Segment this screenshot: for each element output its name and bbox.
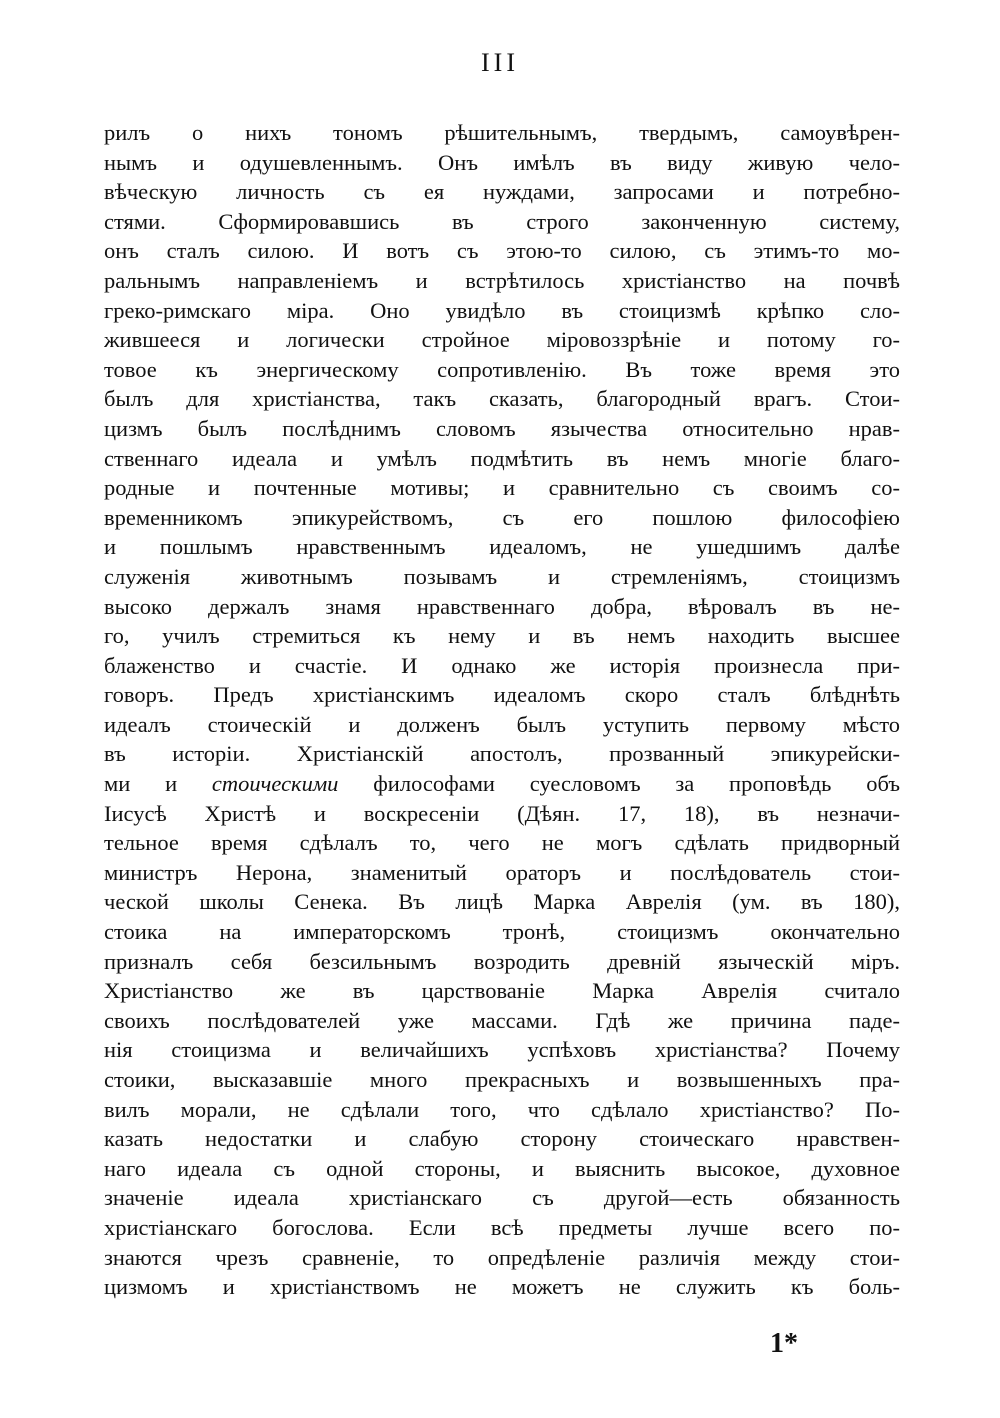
text-line: въ исторіи. Христіанскій апостолъ, прозванный эпикурейски- — [104, 741, 900, 767]
text-line: христіанскаго богослова. Если всѣ предметы лучше всего по- — [104, 1214, 900, 1240]
text-line: вѣческую личность съ ея нуждами, запросами и потребно- — [104, 179, 900, 205]
text-line: былъ для христіанства, такъ сказать, благородный врагъ. Стои- — [104, 386, 900, 412]
text-line: го, училъ стремиться къ нему и въ немъ находить высшее — [104, 623, 900, 649]
text-line: ральнымъ направленіемъ и встрѣтилось христіанство на почвѣ — [104, 267, 900, 293]
text-line: своихъ послѣдователей уже массами. Гдѣ же причина паде- — [104, 1007, 900, 1033]
text-line: ческой школы Сенека. Въ лицѣ Марка Аврелія (ум. въ 180), — [104, 889, 900, 915]
text-line: родные и почтенные мотивы; и сравнительно съ своимъ со- — [104, 475, 900, 501]
text-line: стоики, высказавшіе много прекрасныхъ и возвышенныхъ пра- — [104, 1067, 900, 1092]
text-line: ственнаго идеала и умѣлъ подмѣтить въ немъ многіе благо- — [104, 445, 900, 471]
text-line: стями. Сформировавшись въ строго законченную систему, — [104, 208, 900, 234]
text-line: и пошлымъ нравственнымъ идеаломъ, не ушедшимъ далѣе — [104, 534, 900, 560]
text-line: идеалъ стоическій и долженъ былъ уступить первому мѣсто — [104, 711, 900, 737]
text-fragment: ми и — [104, 771, 212, 797]
text-line: тельное время сдѣлалъ то, чего не могъ сдѣлать придворный — [104, 830, 900, 856]
text-line: высоко держалъ знамя нравственнаго добра, вѣровалъ въ не- — [104, 593, 900, 619]
text-line: товое къ энергическому сопротивленію. Въ тоже время это — [104, 356, 900, 382]
text-line: вилъ морали, не сдѣлали того, что сдѣлало христіанство? По- — [104, 1096, 900, 1122]
text-line: министръ Нерона, знаменитый ораторъ и послѣдователь стои- — [104, 859, 900, 885]
text-line: Христіанство же въ царствованіе Марка Аврелія считало — [104, 978, 900, 1004]
text-line: призналъ себя безсильнымъ возродить древній языческій міръ. — [104, 948, 900, 974]
signature-mark: 1* — [770, 1328, 798, 1359]
text-line: временникомъ эпикурействомъ, съ его пошлою философіею — [104, 504, 900, 530]
text-line: цизмомъ и христіанствомъ не можетъ не служить къ боль- — [104, 1274, 900, 1300]
text-line: наго идеала съ одной стороны, и выяснить высокое, духовное — [104, 1155, 900, 1181]
text-fragment: философами суесловомъ за проповѣдь объ — [338, 771, 900, 797]
text-line: нымъ и одушевленнымъ. Онъ имѣлъ въ виду живую чело- — [104, 149, 900, 175]
text-line: блаженство и счастіе. И однако же исторія произнесла при- — [104, 652, 900, 678]
text-line: нія стоицизма и величайшихъ успѣховъ христіанства? Почему — [104, 1037, 900, 1063]
text-line-with-italic — [104, 769, 900, 799]
text-line: цизмъ былъ послѣднимъ словомъ язычества относительно нрав- — [104, 415, 900, 441]
body-text — [104, 118, 900, 1302]
text-line: греко-римскаго міра. Оно увидѣло въ стоицизмѣ крѣпко сло- — [104, 297, 900, 323]
text-line: говоръ. Предъ христіанскимъ идеаломъ скоро сталъ блѣднѣть — [104, 682, 900, 708]
text-line: жившееся и логически стройное міровоззрѣніе и потому го- — [104, 327, 900, 353]
text-line: значеніе идеала христіанскаго съ другой—есть обязанность — [104, 1185, 900, 1211]
text-line: знаются чрезъ сравненіе, то опредѣленіе различія между стои- — [104, 1244, 900, 1270]
text-line: казать недостатки и слабую сторону стоическаго нравствен- — [104, 1126, 900, 1152]
text-line: рилъ о нихъ тономъ рѣшительнымъ, твердымъ, самоувѣрен- — [104, 120, 900, 145]
italic-word: стоическими — [211, 771, 339, 797]
text-line: Іисусѣ Христѣ и воскресеніи (Дѣян. 17, 18), въ незначи- — [104, 800, 900, 826]
text-line: стоика на императорскомъ тронѣ, стоицизмъ окончательно — [104, 919, 900, 945]
text-line: онъ сталъ силою. И вотъ съ этою-то силою, съ этимъ-то мо- — [104, 238, 900, 264]
text-line: служенія животнымъ позывамъ и стремленіямъ, стоицизмъ — [104, 563, 900, 589]
page-number: III — [481, 48, 519, 77]
